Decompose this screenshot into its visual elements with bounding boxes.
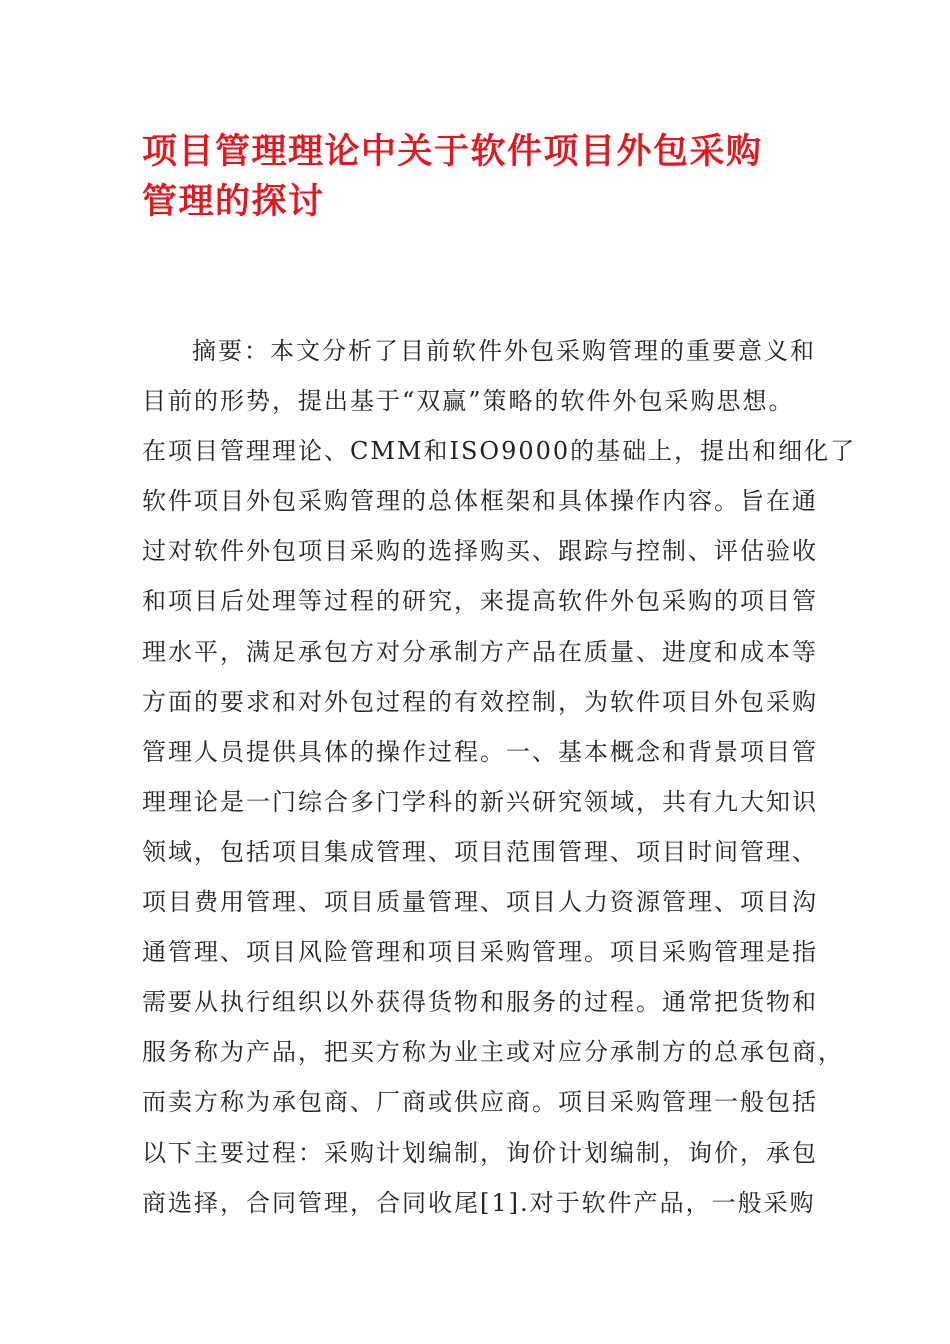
body-line: 目前的形势，提出基于“双赢”策略的软件外包采购思想。: [142, 387, 795, 416]
body-line: 通管理、项目风险管理和项目采购管理。项目采购管理是指: [142, 938, 818, 967]
body-line: 商选择，合同管理，合同收尾[1].对于软件产品，一般采购: [142, 1188, 816, 1217]
body-line: 以下主要过程：采购计划编制，询价计划编制，询价，承包: [142, 1138, 818, 1167]
body-line: 需要从执行组织以外获得货物和服务的过程。通常把货物和: [142, 988, 818, 1017]
body-line: 摘要：本文分析了目前软件外包采购管理的重要意义和: [192, 337, 816, 365]
body-line: 理理论是一门综合多门学科的新兴研究领域，共有九大知识: [142, 787, 818, 816]
document-body: [142, 326, 857, 1228]
body-line: 领域，包括项目集成管理、项目范围管理、项目时间管理、: [142, 837, 818, 866]
body-line: 而卖方称为承包商、厂商或供应商。项目采购管理一般包括: [142, 1088, 818, 1117]
body-line: 方面的要求和对外包过程的有效控制，为软件项目外包采购: [142, 687, 818, 716]
body-line: 在项目管理理论、CMM和ISO9000的基础上，提出和细化了: [142, 437, 857, 466]
body-line: 项目费用管理、项目质量管理、项目人力资源管理、项目沟: [142, 888, 818, 917]
body-line: 理水平，满足承包方对分承制方产品在质量、进度和成本等: [142, 637, 818, 666]
body-line: 和项目后处理等过程的研究，来提高软件外包采购的项目管: [142, 587, 818, 616]
body-line: 服务称为产品，把买方称为业主或对应分承制方的总承包商，: [142, 1038, 844, 1067]
title-line: 管理的探讨: [142, 182, 325, 223]
body-line: 软件项目外包采购管理的总体框架和具体操作内容。旨在通: [142, 487, 818, 516]
body-line: 过对软件外包项目采购的选择购买、跟踪与控制、评估验收: [142, 537, 818, 566]
body-line: 管理人员提供具体的操作过程。一、基本概念和背景项目管: [142, 737, 818, 766]
title-line: 项目管理理论中关于软件项目外包采购: [142, 132, 763, 172]
document-title: [142, 126, 822, 226]
